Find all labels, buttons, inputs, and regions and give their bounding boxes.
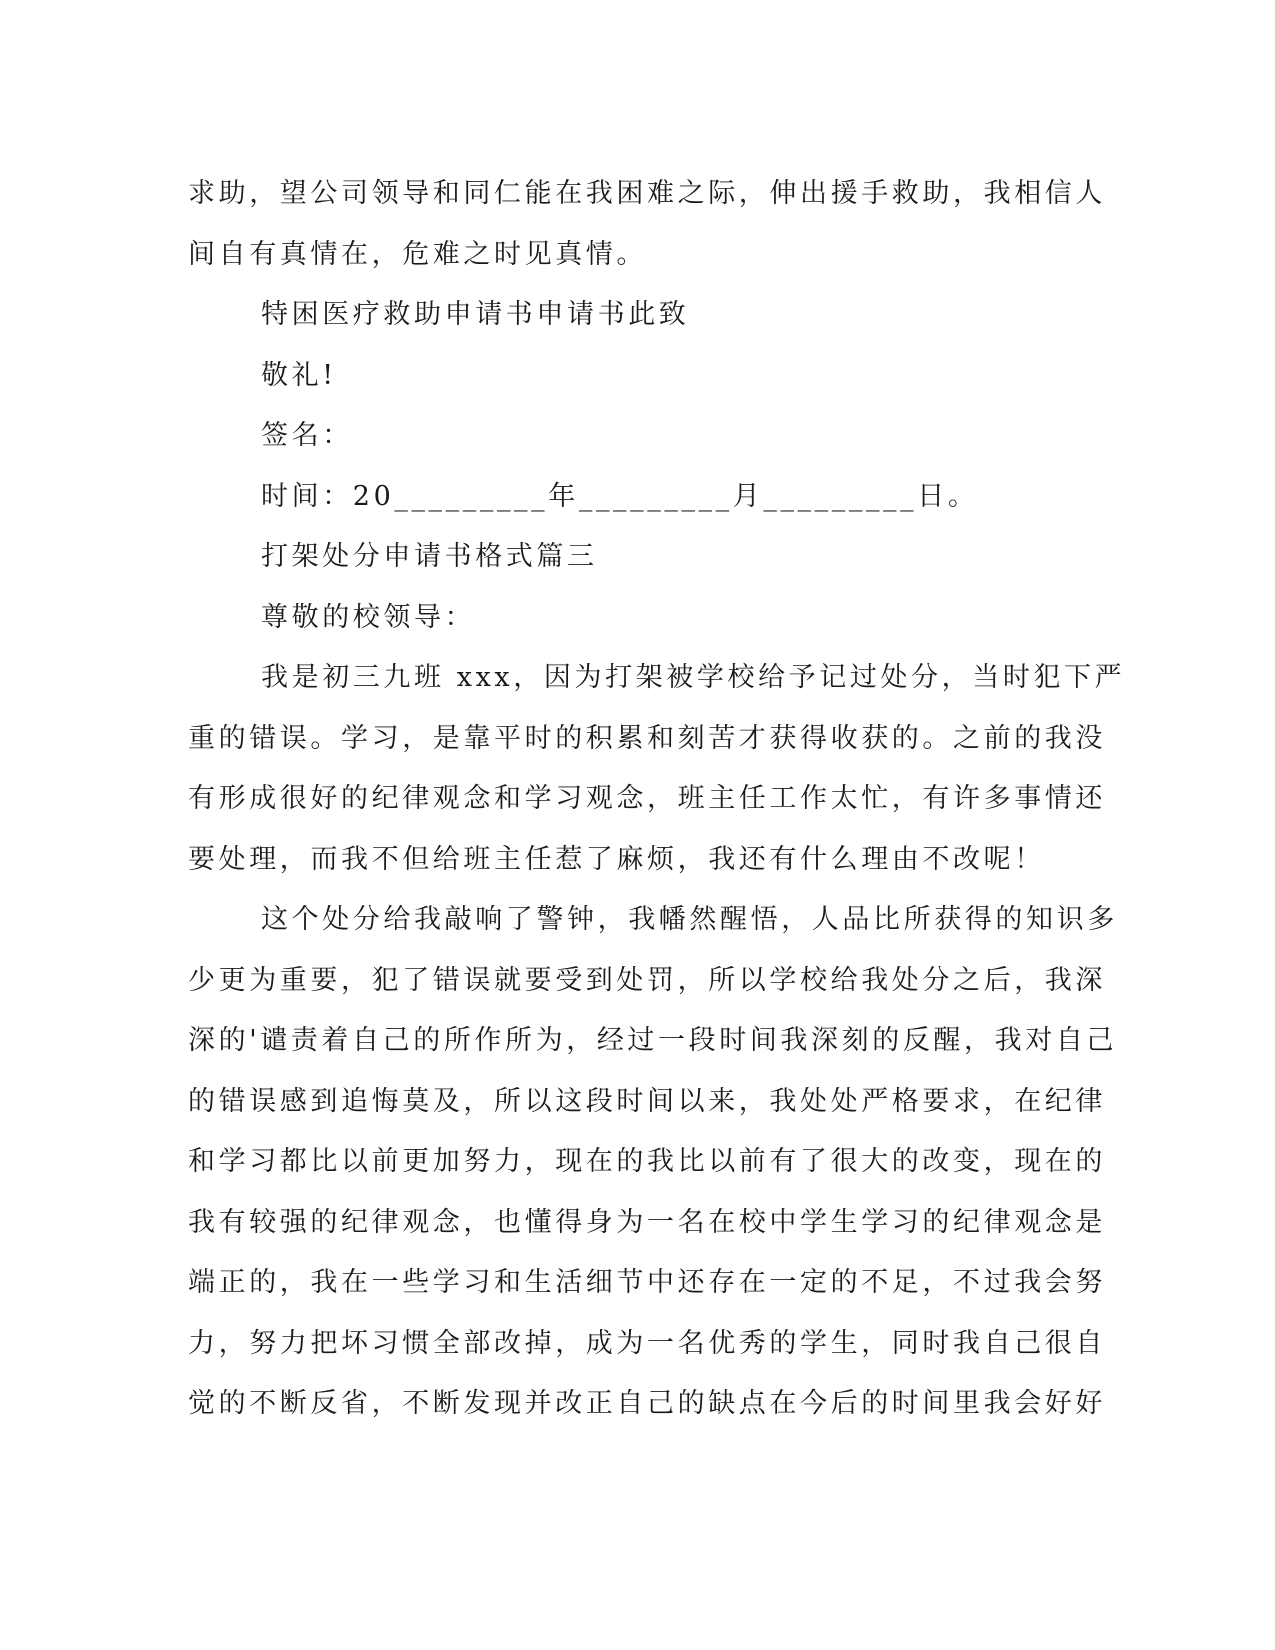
document-body: [188, 164, 1126, 1435]
body-line: 要处理，而我不但给班主任惹了麻烦，我还有什么理由不改呢！: [188, 843, 1045, 875]
body-line: 这个处分给我敲响了警钟，我幡然醒悟，人品比所获得的知识多: [261, 904, 1118, 935]
body-line: 我有较强的纪律观念，也懂得身为一名在校中学生学习的纪律观念是: [188, 1206, 1106, 1238]
salutation-line: 敬礼!: [261, 359, 337, 391]
body-line: 少更为重要，犯了错误就要受到处罚，所以学校给我处分之后，我深: [188, 964, 1106, 996]
body-line: 特困医疗救助申请书申请书此致: [261, 299, 690, 330]
body-line: 深的'谴责着自己的所作所为，经过一段时间我深刻的反醒，我对自己: [188, 1025, 1118, 1056]
body-line: 重的错误。学习，是靠平时的积累和刻苦才获得收获的。之前的我没: [188, 722, 1106, 754]
body-line: 我是初三九班 xxx，因为打架被学校给予记过处分，当时犯下严: [261, 662, 1126, 693]
signature-line: 签名：: [261, 420, 353, 451]
body-line: 的错误感到追悔莫及，所以这段时间以来，我处处严格要求，在纪律: [188, 1085, 1106, 1117]
body-line: 觉的不断反省，不断发现并改正自己的缺点在今后的时间里我会好好: [188, 1388, 1106, 1419]
body-line: 和学习都比以前更加努力，现在的我比以前有了很大的改变，现在的: [188, 1146, 1106, 1177]
body-line: 求助，望公司领导和同仁能在我困难之际，伸出援手救助，我相信人: [188, 178, 1106, 209]
body-line: 端正的，我在一些学习和生活细节中还存在一定的不足，不过我会努: [188, 1267, 1106, 1298]
body-line: 有形成很好的纪律观念和学习观念，班主任工作太忙，有许多事情还: [188, 783, 1106, 814]
date-line: 时间：20_________年_________月_________日。: [261, 480, 979, 512]
body-line: 间自有真情在，危难之时见真情。: [188, 238, 647, 270]
body-line: 力，努力把坏习惯全部改掉，成为一名优秀的学生，同时我自己很自: [188, 1327, 1106, 1359]
greeting-line: 尊敬的校领导：: [261, 601, 476, 633]
section-heading: 打架处分申请书格式篇三: [261, 541, 598, 572]
